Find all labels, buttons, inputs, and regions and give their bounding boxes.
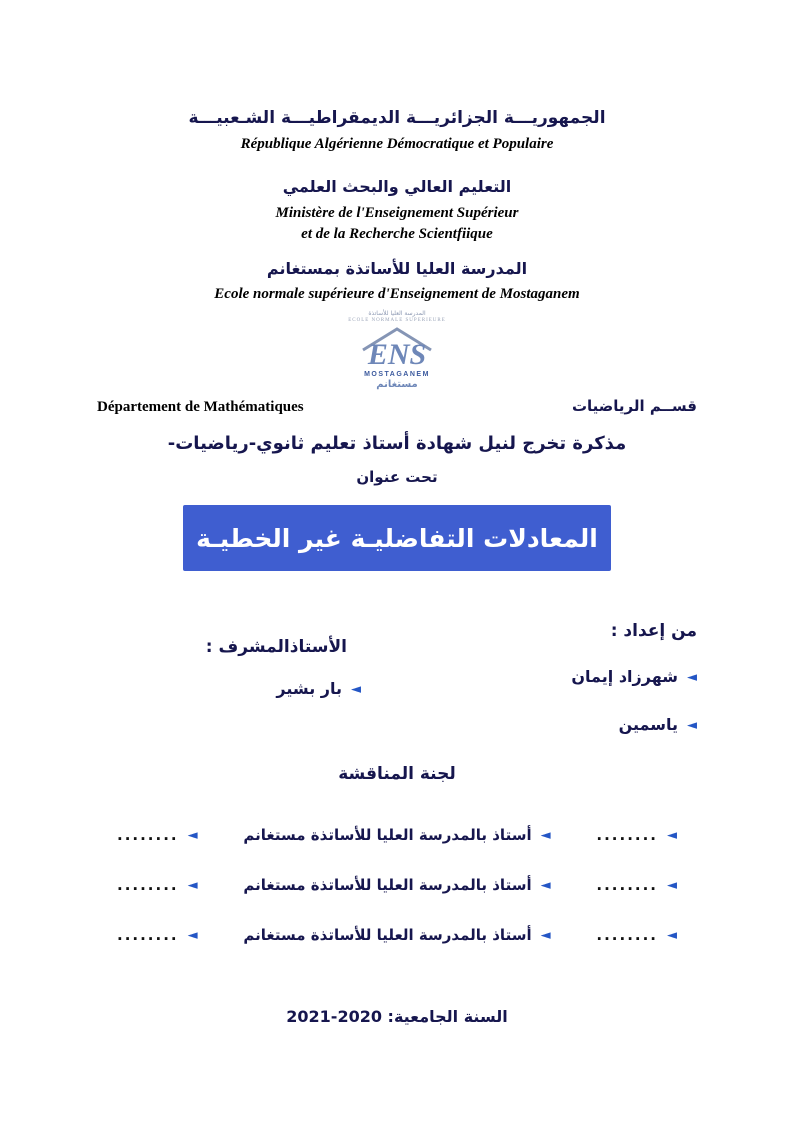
author-item [571, 665, 697, 689]
member-grade-dots: ........ [117, 926, 179, 944]
member-name-dots: ........ [596, 926, 658, 944]
member-grade-dots: ........ [117, 826, 179, 844]
department-row [97, 394, 697, 419]
committee-row [117, 823, 677, 847]
header-ministry-fr-line1: Ministère de l'Enseignement Supérieur [275, 205, 519, 221]
committee-row [117, 923, 677, 947]
author-name: شهرزاد إيمان [571, 667, 678, 686]
triangle-bullet-icon: ◄ [687, 669, 697, 685]
thesis-title-text: المعادلات التفاضليـة غير الخطيـة [196, 523, 598, 553]
member-role: أستاذ بالمدرسة العليا للأساتذة مستغانم [243, 926, 532, 944]
triangle-bullet-icon: ◄ [667, 927, 677, 943]
header-republic-ar: الجمهوريـــة الجزائريـــة الديمقراطيـــة الشـعبيـــة [188, 108, 606, 128]
logo-school-name-ar: المدرسة العليا للأساتذة [368, 310, 426, 317]
member-name-cell [596, 823, 677, 847]
author-name: ياسمين [618, 715, 678, 734]
supervisor-block [97, 619, 361, 737]
committee-title: لجنة المناقشة [338, 764, 456, 784]
member-name-cell [596, 873, 677, 897]
logo-city-name: MOSTAGANEM [364, 371, 430, 378]
member-name-dots: ........ [596, 826, 658, 844]
committee-table [97, 823, 697, 947]
triangle-bullet-icon: ◄ [540, 927, 551, 943]
member-role-cell [243, 873, 550, 897]
logo-school-name-fr: ECOLE NORMALE SUPERIEURE [348, 318, 446, 323]
title-banner [183, 505, 611, 571]
member-role: أستاذ بالمدرسة العليا للأساتذة مستغانم [243, 826, 532, 844]
triangle-bullet-icon: ◄ [667, 877, 677, 893]
author-item [619, 713, 697, 737]
member-grade-dots: ........ [117, 876, 179, 894]
triangle-bullet-icon: ◄ [687, 717, 697, 733]
department-name-ar: قســم الرياضيات [571, 397, 697, 415]
authors-block [497, 619, 697, 737]
ens-emblem-icon [351, 324, 443, 370]
triangle-bullet-icon: ◄ [351, 681, 361, 697]
committee-row [117, 873, 677, 897]
supervisor-name: بار بشير [276, 679, 342, 698]
triangle-bullet-icon: ◄ [187, 827, 198, 843]
department-name-fr: Département de Mathématiques [97, 399, 304, 415]
academic-year-line [97, 1005, 697, 1029]
header-ministry-fr-line2: et de la Recherche Scientfiique [301, 226, 493, 242]
member-name-cell [596, 923, 677, 947]
ens-letters: ENS [367, 338, 427, 370]
people-section [97, 619, 697, 737]
academic-year-value: 2021-2020 [286, 1007, 382, 1026]
supervisor-item [276, 677, 361, 701]
academic-year-label: السنة الجامعية: [387, 1007, 508, 1026]
header-school-fr: Ecole normale supérieure d'Enseignement de Mostaganem [214, 286, 580, 302]
member-role: أستاذ بالمدرسة العليا للأساتذة مستغانم [243, 876, 532, 894]
triangle-bullet-icon: ◄ [667, 827, 677, 843]
member-grade-cell [117, 923, 198, 947]
triangle-bullet-icon: ◄ [187, 877, 198, 893]
member-name-dots: ........ [596, 876, 658, 894]
triangle-bullet-icon: ◄ [540, 827, 551, 843]
header-republic-fr: République Algérienne Démocratique et Populaire [240, 136, 554, 152]
memoir-under-title-line: تحت عنوان [356, 468, 438, 486]
supervisor-label: الأستاذالمشرف : [205, 637, 347, 657]
triangle-bullet-icon: ◄ [540, 877, 551, 893]
ens-logo [342, 311, 452, 390]
logo-city-name-ar: مستغانم [376, 379, 418, 390]
header-school-ar: المدرسة العليا للأساتذة بمستغانم [266, 259, 528, 278]
prepared-by-label: من إعداد : [610, 621, 697, 641]
member-grade-cell [117, 873, 198, 897]
triangle-bullet-icon: ◄ [187, 927, 198, 943]
memoir-degree-line: مذكرة تخرج لنيل شهادة أستاذ تعليم ثانوي-رياضيات- [167, 433, 627, 454]
header-ministry-ar: التعليم العالي والبحث العلمي [282, 177, 512, 196]
member-role-cell [243, 823, 550, 847]
member-role-cell [243, 923, 550, 947]
member-grade-cell [117, 823, 198, 847]
